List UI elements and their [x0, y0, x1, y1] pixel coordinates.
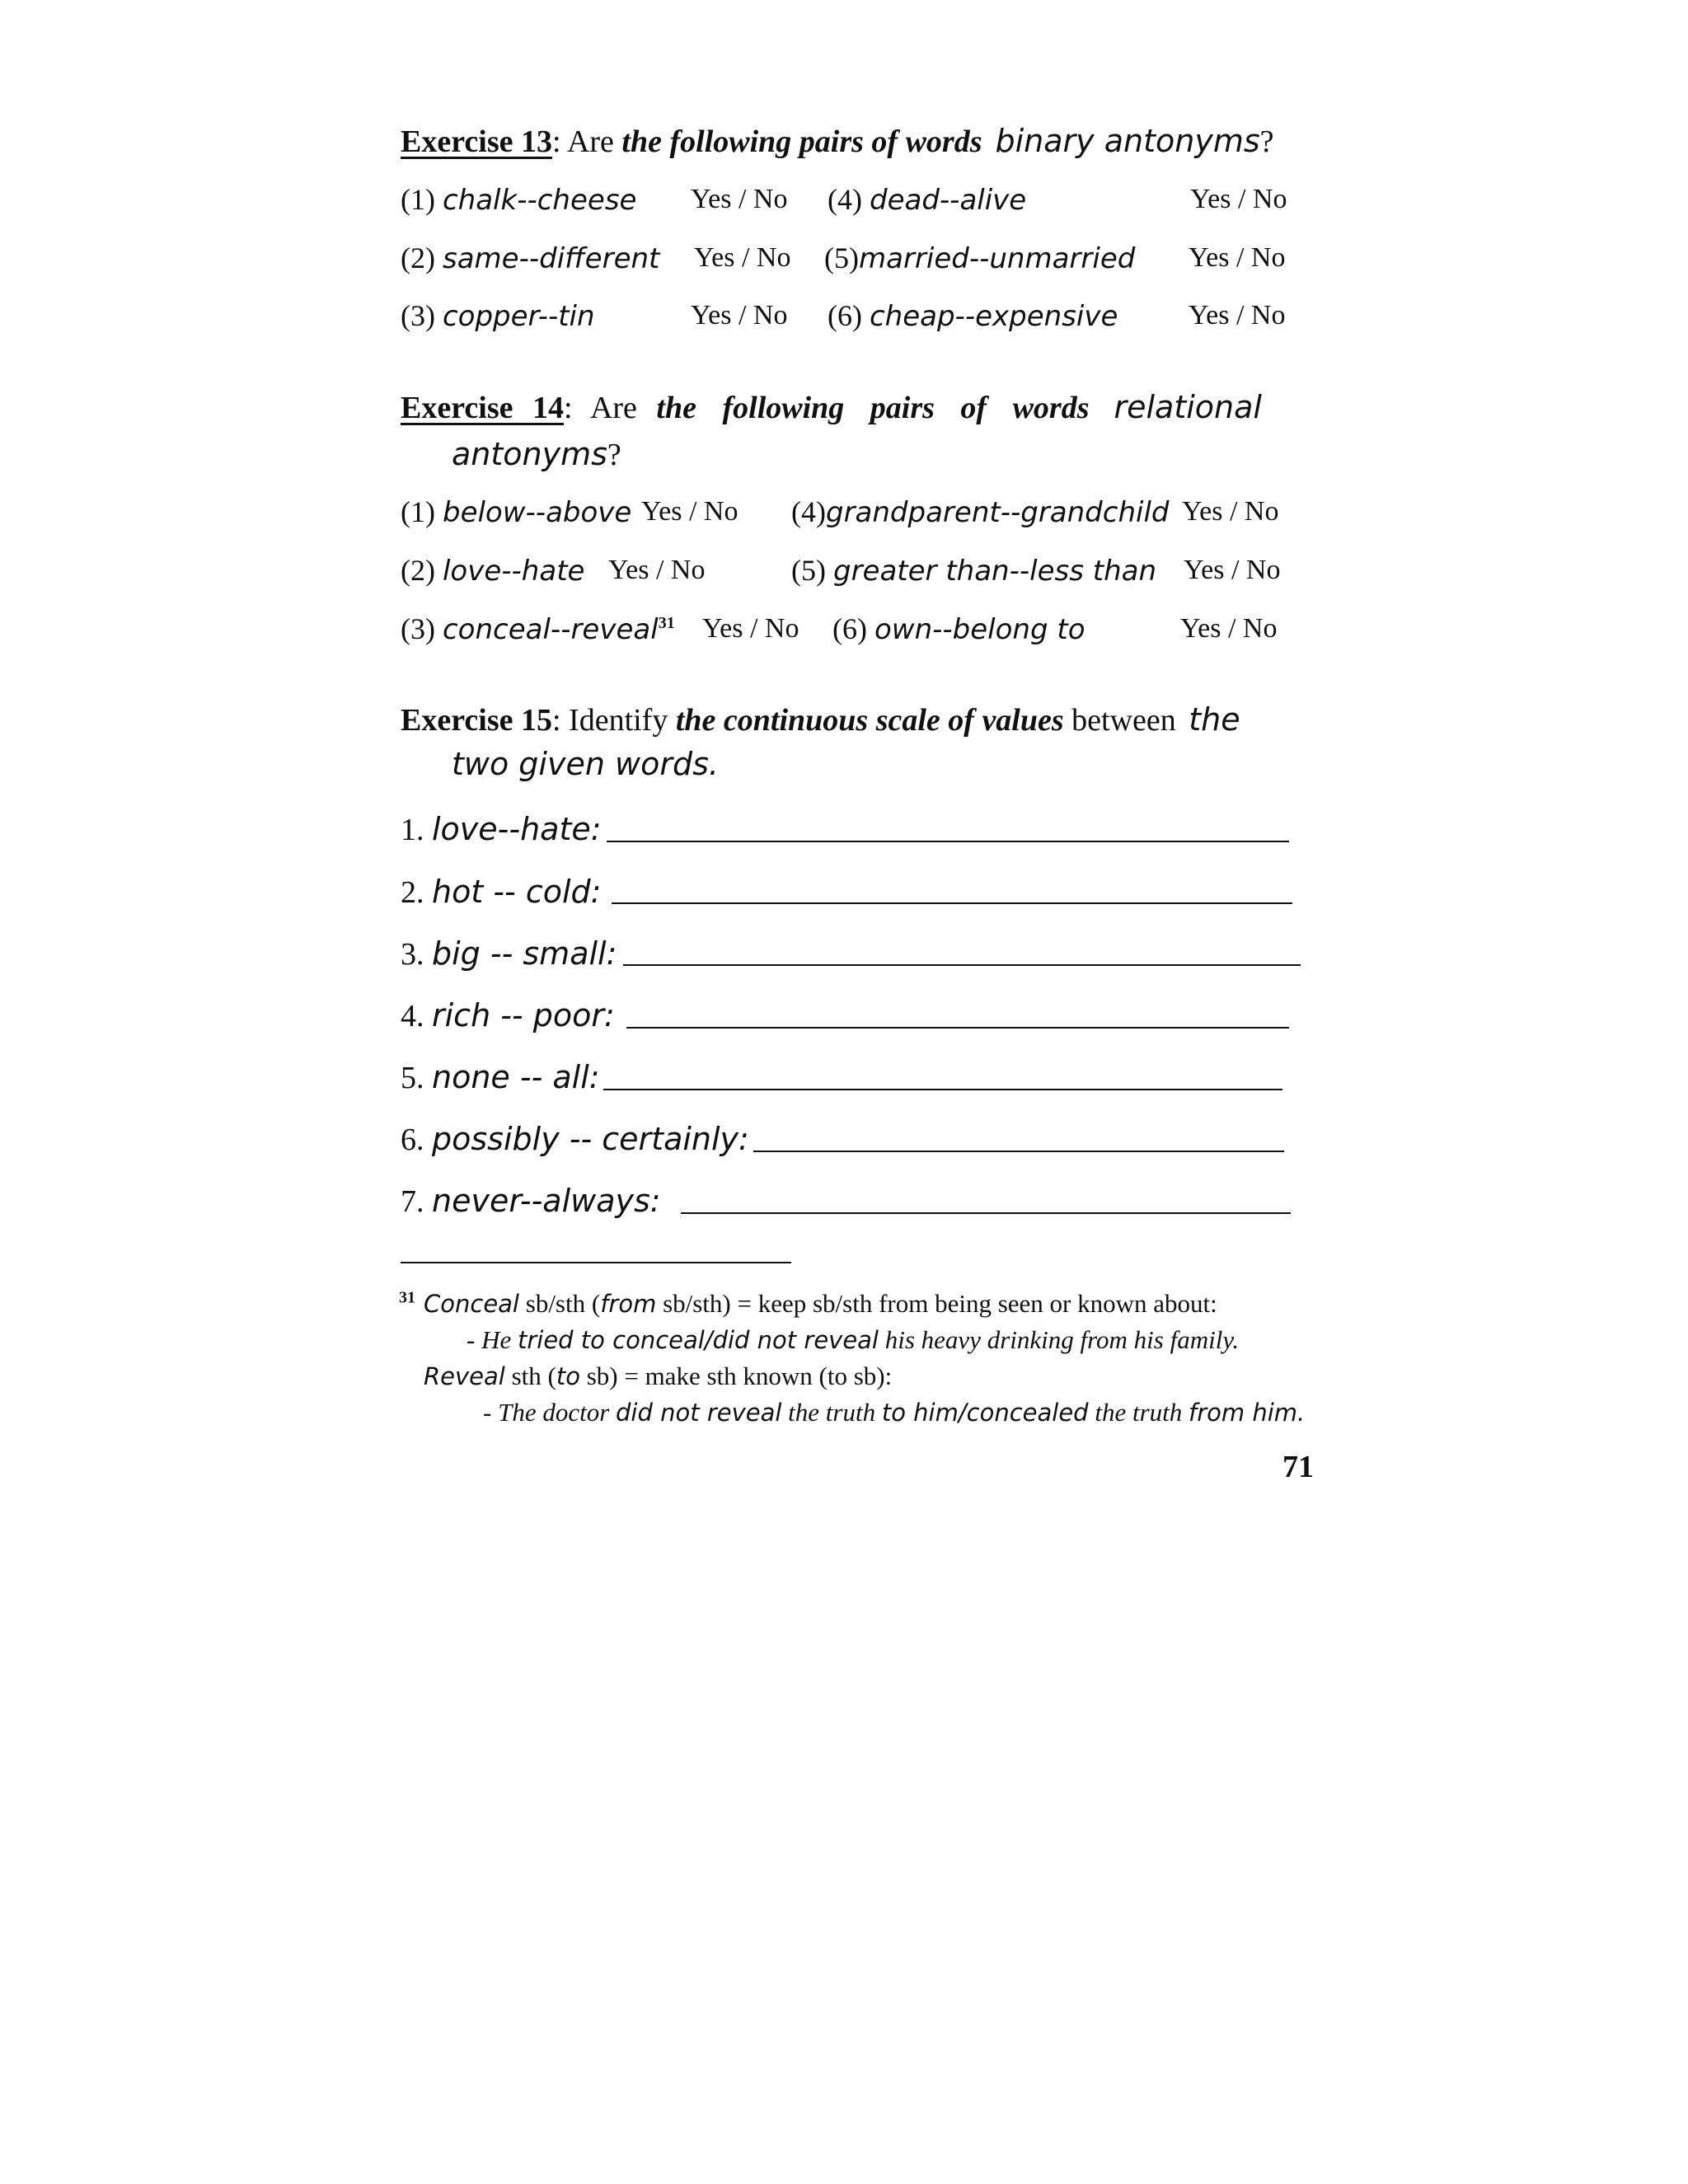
exercise-13-heading [401, 120, 1274, 162]
exercise-15-heading-cont: two given words. [452, 746, 719, 782]
ex15-answer-line-7[interactable] [681, 1212, 1291, 1214]
ex15-answer-line-4[interactable] [626, 1027, 1289, 1029]
footnote-mark: 31 [399, 1288, 415, 1307]
exercise-14-emphasis: the following pairs of words [656, 391, 1090, 425]
exercise-13-term: binary antonyms [995, 123, 1260, 159]
exercise-15-prompt: : Identify [551, 703, 676, 738]
footnote-31-example-2: - The doctor did not reveal the truth to him/concealed the truth from him. [483, 1398, 1306, 1427]
exercise-15-emphasis: the continuous scale of values [675, 703, 1064, 738]
ex14-item-6-answer[interactable]: Yes / No [1180, 613, 1278, 644]
ex13-item-2-answer[interactable]: Yes / No [694, 242, 791, 273]
ex14-item-2: (2) love--hate [401, 554, 585, 588]
ex15-item-2: 2. hot -- cold: [401, 874, 602, 910]
exercise-13-label: Exercise 13 [401, 124, 552, 159]
ex13-item-1-answer[interactable]: Yes / No [691, 184, 788, 214]
ex13-item-2: (2) same--different [401, 241, 660, 275]
footnote-31-line-1: $^{31}$ Conceal sb/sth (from sb/sth) = keep sb/sth from being seen or known about: [399, 1288, 1217, 1318]
ex15-answer-line-5[interactable] [603, 1089, 1282, 1090]
footnote-separator [401, 1262, 791, 1263]
ex13-item-3-answer[interactable]: Yes / No [691, 300, 788, 330]
footnote-31-example-1: - He tried to conceal/did not reveal his heavy drinking from his family. [467, 1325, 1240, 1354]
ex15-item-6: 6. possibly -- certainly: [401, 1121, 749, 1157]
ex13-item-4-answer[interactable]: Yes / No [1190, 184, 1287, 214]
exercise-15-term: the [1189, 701, 1240, 738]
ex14-item-2-answer[interactable]: Yes / No [608, 555, 706, 585]
ex13-item-4: (4) dead--alive [828, 183, 1027, 217]
ex13-item-5-answer[interactable]: Yes / No [1189, 242, 1286, 273]
footnote-31-line-2: Reveal sth (to sb) = make sth known (to sb): [424, 1361, 893, 1390]
ex14-item-4-answer[interactable]: Yes / No [1182, 496, 1279, 527]
exercise-14-heading-cont: antonyms? [452, 436, 621, 472]
exercise-13-prompt: : Are [551, 124, 622, 159]
ex15-item-4: 4. rich -- poor: [401, 997, 615, 1033]
ex15-answer-line-3[interactable] [623, 964, 1301, 966]
ex14-item-6: (6) own--belong to [832, 612, 1085, 646]
exercise-14-label: Exercise 14 [401, 391, 564, 425]
ex13-item-1: (1) chalk--cheese [401, 183, 637, 217]
ex15-answer-line-1[interactable] [607, 841, 1289, 842]
ex13-item-3: (3) copper--tin [401, 299, 595, 333]
ex14-item-5: (5) greater than--less than [791, 554, 1156, 588]
ex14-item-1-answer[interactable]: Yes / No [641, 496, 738, 527]
ex14-item-1: (1) below--above [401, 495, 632, 529]
ex14-item-3: (3) conceal--reveal$^{31}$ [401, 612, 675, 646]
ex13-item-6: (6) cheap--expensive [828, 299, 1118, 333]
exercise-13-qmark: ? [1259, 124, 1274, 159]
ex13-item-6-answer[interactable]: Yes / No [1189, 300, 1286, 330]
exercise-15-heading: Exercise 15: Identify the continuous scale of values between the [401, 701, 1240, 738]
ex15-item-3: 3. big -- small: [401, 935, 617, 972]
exercise-13-emphasis: the following pairs of words [621, 124, 982, 159]
ex15-answer-line-2[interactable] [612, 902, 1292, 904]
ex14-item-3-answer[interactable]: Yes / No [702, 613, 799, 644]
ex15-item-5: 5. none -- all: [401, 1059, 600, 1095]
ex15-item-7: 7. never--always: [401, 1183, 661, 1219]
ex15-item-1: 1. love--hate: [401, 811, 602, 847]
footnote-ref-31[interactable]: 31 [658, 614, 675, 632]
ex13-item-5: (5)married--unmarried [824, 241, 1136, 275]
ex14-item-5-answer[interactable]: Yes / No [1184, 555, 1281, 585]
page-number: 71 [1282, 1450, 1314, 1484]
ex15-answer-line-6[interactable] [753, 1151, 1284, 1152]
exercise-14-prompt: : Are [563, 391, 657, 425]
exercise-14-heading [401, 387, 1262, 429]
exercise-14-term: relational [1114, 389, 1262, 425]
exercise-15-label: Exercise 15 [401, 703, 552, 738]
ex14-item-4: (4)grandparent--grandchild [791, 495, 1170, 529]
